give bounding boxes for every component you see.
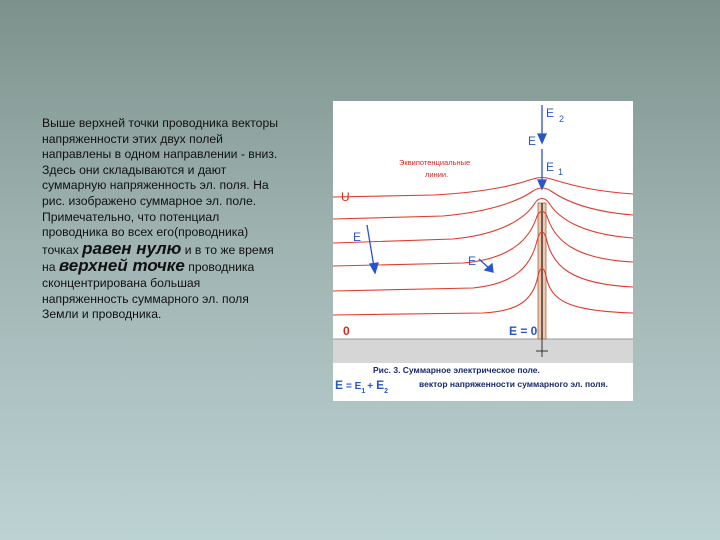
arrow-e-left [367, 225, 374, 267]
equipotential-label-1: Эквипотенциальные [399, 158, 471, 167]
equipotential-line [333, 269, 633, 316]
equipotential-lines [333, 178, 633, 316]
arrow-e2-head [538, 134, 546, 143]
arrow-e-left-head [370, 263, 378, 273]
label-e1: E $_1$ [546, 160, 564, 177]
description-part-2: и в то же время на [42, 242, 274, 275]
label-e-zero: E = 0 [509, 324, 538, 338]
label-e2: E $_2$ [546, 106, 565, 124]
equipotential-line [333, 232, 633, 291]
label-e-left: E [353, 230, 362, 244]
equipotential-line [333, 212, 633, 267]
description-text [42, 116, 282, 323]
field-arrows [367, 105, 546, 273]
formula: $E = E_1$ + $E_2$ [335, 378, 388, 395]
ground-strip [333, 339, 633, 363]
description-part-1: Выше верхней точки проводника векторы напряженности этих двух полей направлены в одном направлении - вниз. Здесь они складываются и дают суммарную напряженность эл. поля. На рис. изображено суммарное эл. поле. Примечательно, что потенциал проводника во всех его(проводника) точках [42, 116, 278, 257]
emphasis-top-point: верхней точке [58, 256, 185, 276]
arrow-e1-head [538, 180, 546, 189]
field-figure [333, 101, 633, 401]
label-zero-potential: 0 [343, 324, 350, 338]
field-diagram [333, 101, 633, 401]
equipotential-line [333, 199, 633, 244]
figure-caption: Рис. 3. Суммарное электрическое поле. [373, 365, 540, 375]
label-e-top: E [528, 134, 537, 148]
formula-description: вектор напряженности суммарного эл. поля. [419, 379, 608, 389]
label-u: U [341, 190, 350, 204]
equipotential-line [333, 188, 633, 219]
equipotential-label-2: линии. [425, 170, 449, 179]
label-e-mid: E [468, 254, 477, 268]
description-part-3: проводника сконцентрирована большая напряженность суммарного эл. поля Земли и проводника. [42, 260, 255, 322]
emphasis-equal-zero: равен нулю [82, 238, 182, 258]
equipotential-line [333, 178, 633, 198]
